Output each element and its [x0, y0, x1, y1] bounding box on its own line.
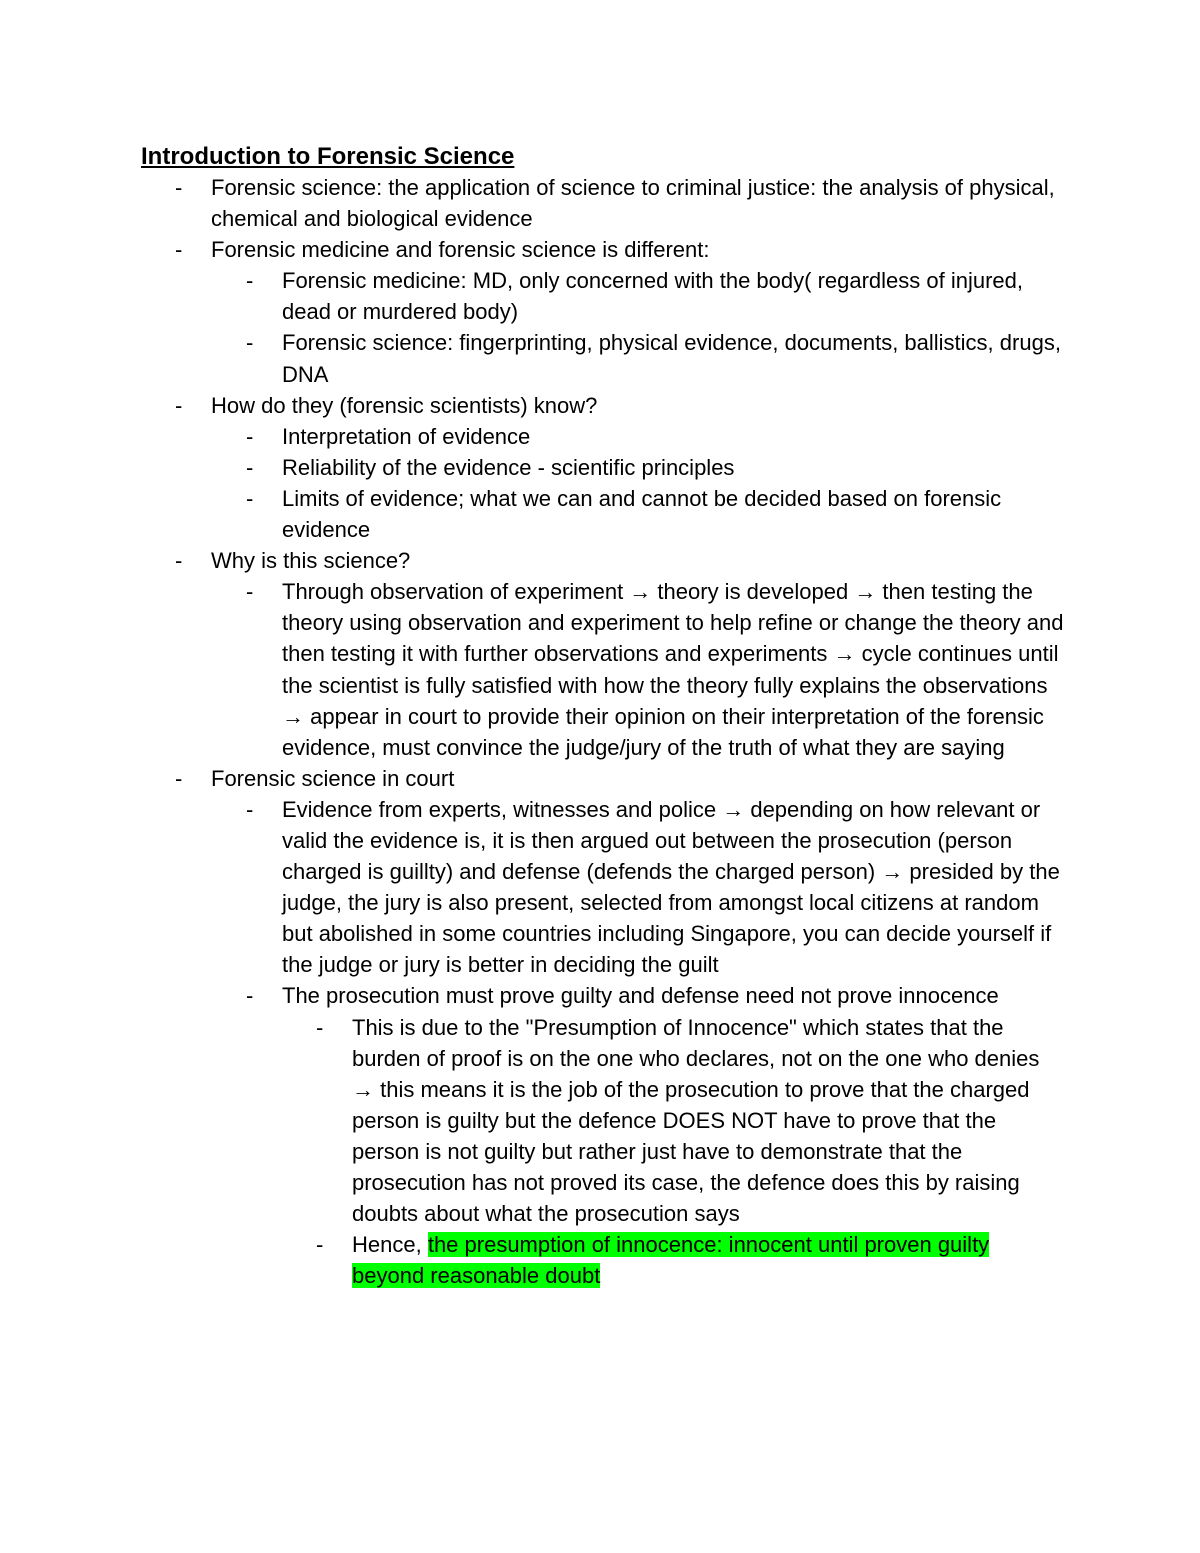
bullet-text: This is due to the "Presumption of Innocence" which states that the burden of proof is on the one who declares, not on the one who denies → this means it is the job of the prosecution to prove that the charged person is guilty but the defence DOES NOT have to prove that the person is not guilty but rather just have to demonstrate that the prosecution has not proved its case, the defence does this by raising doubts about what the prosecution says: [352, 1014, 1040, 1227]
bullet-item-level-1: [141, 234, 1066, 265]
bullet-marker: -: [246, 454, 254, 480]
bullet-item-level-2: [141, 265, 1066, 327]
bullet-marker: -: [246, 579, 254, 605]
document-title: Introduction to Forensic Science: [141, 143, 515, 170]
bullet-item-level-3: [141, 1012, 1066, 1230]
bullet-text: Forensic science in court: [211, 765, 455, 791]
document-content: [141, 141, 1066, 1291]
bullet-marker: -: [175, 765, 183, 791]
bullet-item-level-2: [141, 794, 1066, 981]
bullet-marker: -: [246, 268, 254, 294]
bullet-text: Evidence from experts, witnesses and police → depending on how relevant or valid the evidence is, it is then argued out between the prosecution (person charged is guillty) and defense (defends the charged person) → presided by the judge, the jury is also present, selected from amongst local citizens at random but abolished in some countries including Singapore, you can decide yourself if the judge or jury is better in deciding the guilt: [282, 796, 1060, 978]
bullet-marker: -: [175, 175, 183, 200]
bullet-text: Limits of evidence; what we can and cannot be decided based on forensic evidence: [282, 485, 1002, 543]
highlighted-text: the presumption of innocence: innocent until proven guilty beyond reasonable doubt: [352, 1232, 990, 1289]
bullet-item-level-2: [141, 452, 1066, 483]
bullet-text: Interpretation of evidence: [282, 423, 531, 449]
bullet-marker: -: [175, 548, 183, 574]
bullet-marker: -: [175, 392, 183, 418]
bullet-text: Forensic medicine: MD, only concerned with the body( regardless of injured, dead or murdered body): [282, 268, 1024, 325]
bullet-marker: -: [316, 1232, 324, 1258]
bullet-marker: -: [316, 1014, 324, 1040]
bullet-text: Why is this science?: [211, 548, 411, 574]
bullet-item-level-2: [141, 327, 1066, 389]
bullet-text: The prosecution must prove guilty and defense need not prove innocence: [282, 983, 999, 1009]
bullet-item-level-1: [141, 172, 1066, 234]
bullet-item-level-2: [141, 483, 1066, 545]
bullet-marker: -: [246, 330, 254, 356]
bullet-item-level-2: [141, 421, 1066, 452]
bullet-text: Forensic science: fingerprinting, physical evidence, documents, ballistics, drugs, DNA: [282, 330, 1061, 387]
bullet-item-level-1: [141, 545, 1066, 576]
bullet-item-level-1: [141, 390, 1066, 421]
bullet-text: Forensic science: the application of science to criminal justice: the analysis of physical, chemical and biological evidence: [211, 175, 1055, 232]
bullet-text: Forensic medicine and forensic science is different:: [211, 237, 710, 263]
bullet-item-level-2: [141, 576, 1066, 763]
bullet-text: Reliability of the evidence - scientific principles: [282, 454, 735, 480]
bullet-marker: -: [175, 237, 183, 263]
bullet-text: How do they (forensic scientists) know?: [211, 392, 598, 418]
bullet-text: Hence,: [352, 1232, 428, 1258]
bullet-item-level-2: [141, 980, 1066, 1011]
bullet-marker: -: [246, 983, 254, 1009]
bullet-marker: -: [246, 485, 254, 511]
bullet-marker: -: [246, 423, 254, 449]
bullet-marker: -: [246, 796, 254, 822]
bullet-item-level-3: [141, 1229, 1066, 1291]
bullet-list: [141, 172, 1066, 1291]
bullet-item-level-1: [141, 763, 1066, 794]
bullet-text: Through observation of experiment → theory is developed → then testing the theory using observation and experiment to help refine or change the theory and then testing it with further observations and experiments → cycle continues until the scientist is fully satisfied with how the theory fully explains the observations → appear in court to provide their opinion on their interpretation of the forensic evidence, must convince the judge/jury of the truth of what they are saying: [282, 579, 1064, 760]
